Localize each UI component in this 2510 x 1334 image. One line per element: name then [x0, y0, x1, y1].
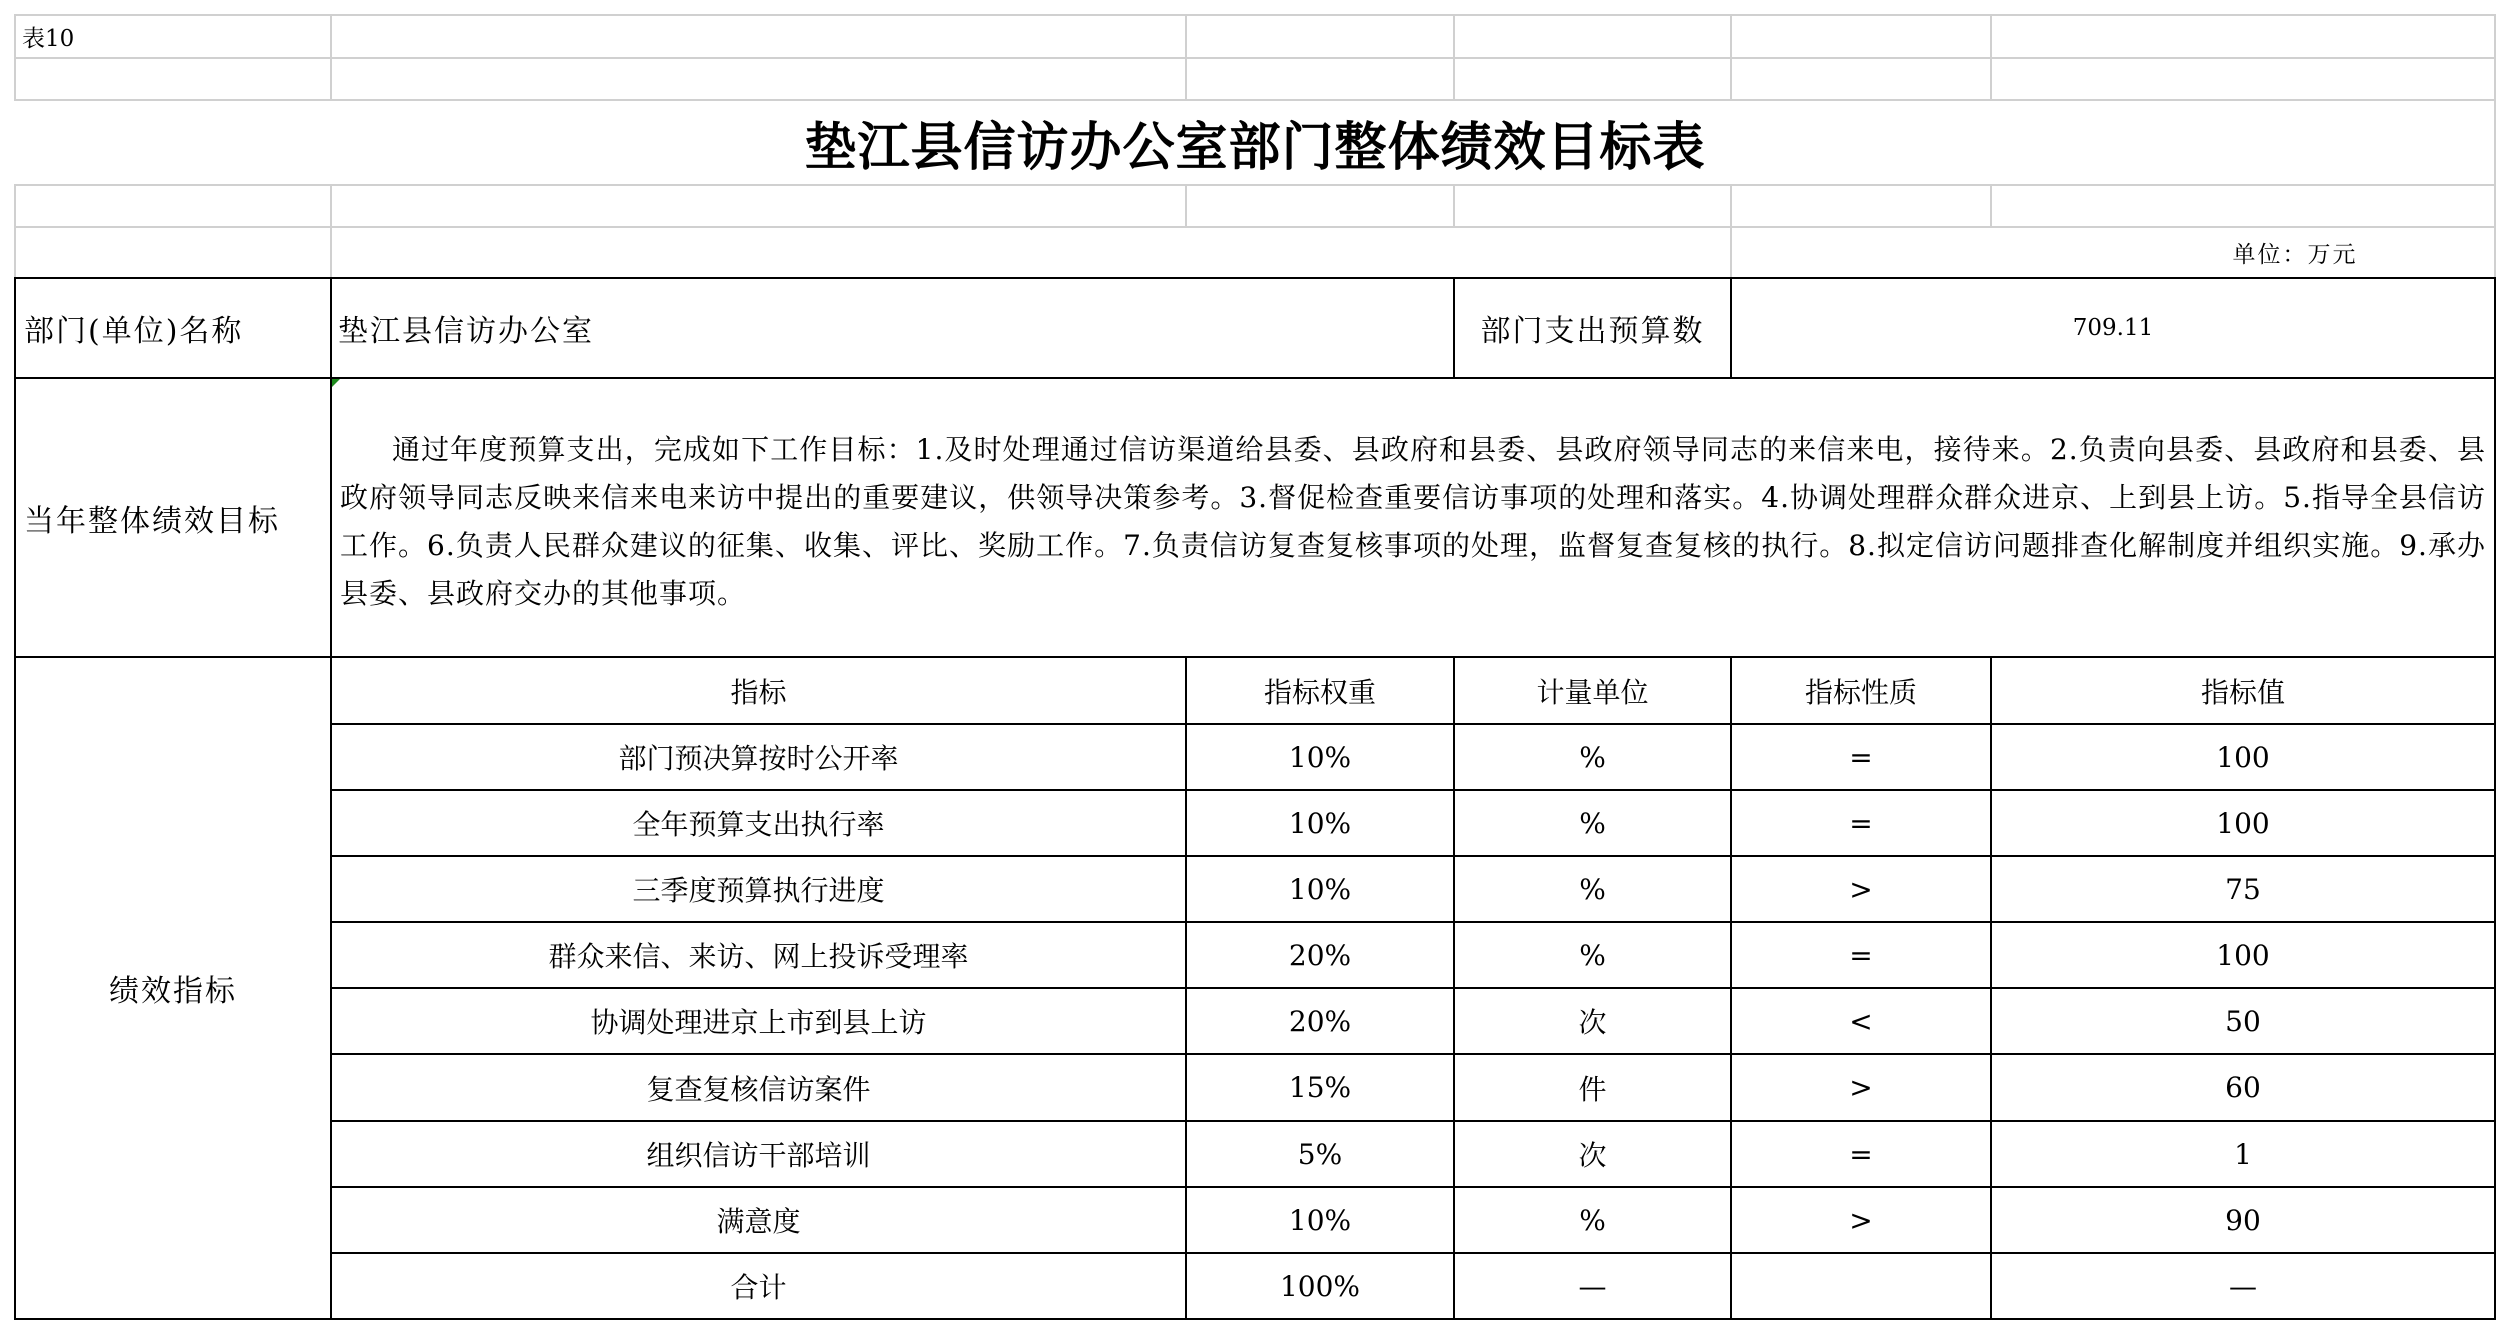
grid-line — [1453, 184, 1455, 226]
indicator-nature: > — [1849, 1203, 1873, 1237]
total-label: 合计 — [730, 1271, 787, 1304]
grid-line — [14, 14, 2496, 16]
header-indicator: 指标 — [730, 675, 787, 709]
indicator-unit: % — [1579, 1203, 1606, 1237]
indicator-name: 组织信访干部培训 — [646, 1139, 871, 1172]
grid-line — [1990, 14, 1992, 100]
indicator-name: 全年预算支出执行率 — [632, 808, 885, 841]
indicator-nature: = — [1849, 740, 1873, 774]
indicator-unit: % — [1579, 938, 1606, 972]
indicator-name: 满意度 — [716, 1205, 801, 1238]
indicator-value: 100 — [2216, 740, 2270, 774]
grid-line — [14, 57, 2496, 59]
indicators-section-label: 绩效指标 — [109, 974, 237, 1009]
indicator-unit: % — [1579, 806, 1606, 840]
indicator-value: 60 — [2225, 1071, 2261, 1104]
indicator-unit: % — [1579, 740, 1606, 774]
indicator-nature: > — [1849, 1071, 1873, 1104]
table-number: 表10 — [22, 25, 75, 52]
indicator-value: 100 — [2216, 806, 2270, 840]
indicator-nature: = — [1849, 806, 1873, 840]
unit-note: 单位：万元 — [2232, 241, 2358, 268]
indicator-name: 群众来信、来访、网上投诉受理率 — [548, 940, 969, 973]
header-weight: 指标权重 — [1263, 675, 1376, 709]
goal-text: 通过年度预算支出，完成如下工作目标：1.及时处理通过信访渠道给县委、县政府和县委、县政府领导同志的来信来电，接待来。2.负责向县委、县政府和县委、县政府领导同志反映来信来电来访中提出的重要建议，供领导决策参考。3.督促检查重要信访事项的处理和落实。4.协调处理群众群众进京、上到县上访。5.指导全县信访工作。6.负责人民群众建议的征集、收集、评比、奖励工作。7.负责信访复查复核事项的处理，监督复查复核的执行。8.拟定信访问题排查化解制度并组织实施。9.承办县委、县政府交办的其他事项。 — [340, 433, 2486, 610]
budget-label: 部门支出预算数 — [1480, 314, 1705, 349]
dept-name-value: 垫江县信访办公室 — [338, 314, 594, 349]
dept-name-label: 部门(单位)名称 — [24, 314, 244, 349]
indicator-weight: 10% — [1288, 872, 1352, 906]
grid-line — [2494, 14, 2496, 278]
indicator-unit: 次 — [1578, 1139, 1607, 1172]
indicator-unit: 次 — [1578, 1006, 1607, 1039]
indicator-value: 50 — [2225, 1004, 2261, 1038]
table-border — [14, 377, 2496, 379]
indicator-weight: 10% — [1288, 806, 1352, 840]
indicator-value: 75 — [2225, 872, 2261, 906]
indicator-nature: = — [1849, 938, 1873, 972]
indicator-weight: 15% — [1288, 1071, 1352, 1104]
indicator-weight: 20% — [1288, 1004, 1352, 1038]
indicator-weight: 5% — [1297, 1137, 1343, 1171]
budget-value: 709.11 — [2072, 315, 2154, 341]
grid-line — [1185, 14, 1187, 100]
cell-comment-marker — [332, 379, 340, 387]
header-value: 指标值 — [2200, 675, 2285, 709]
indicator-name: 复查复核信访案件 — [646, 1072, 871, 1106]
grid-line — [1730, 184, 1732, 278]
indicator-nature: = — [1849, 1137, 1873, 1171]
indicator-nature: > — [1849, 872, 1873, 906]
indicator-name: 三季度预算执行进度 — [632, 874, 885, 907]
indicator-weight: 10% — [1288, 1203, 1352, 1237]
page-title: 垫江县信访办公室部门整体绩效目标表 — [804, 116, 1706, 178]
total-value: — — [2229, 1269, 2257, 1303]
total-unit: — — [1578, 1269, 1607, 1303]
indicator-nature: < — [1849, 1004, 1873, 1038]
table-border — [2494, 277, 2496, 1320]
grid-line — [1185, 184, 1187, 226]
grid-line — [1453, 14, 1455, 100]
indicator-name: 协调处理进京上市到县上访 — [590, 1006, 927, 1039]
indicator-name: 部门预决算按时公开率 — [618, 742, 899, 775]
indicator-unit: % — [1579, 872, 1606, 906]
grid-line — [14, 184, 2496, 186]
indicator-weight: 20% — [1288, 938, 1352, 972]
grid-line — [1730, 14, 1732, 100]
indicator-value: 100 — [2216, 938, 2270, 972]
goal-label: 当年整体绩效目标 — [24, 503, 280, 539]
grid-line — [14, 226, 2496, 228]
grid-line — [14, 14, 16, 100]
total-weight: 100% — [1279, 1269, 1361, 1303]
header-unit: 计量单位 — [1536, 675, 1649, 709]
grid-line — [1990, 184, 1992, 226]
table-border — [14, 1318, 2496, 1320]
indicator-unit: 件 — [1578, 1072, 1607, 1106]
header-nature: 指标性质 — [1804, 675, 1917, 709]
indicator-value: 1 — [2234, 1137, 2252, 1171]
indicator-weight: 10% — [1288, 740, 1352, 774]
indicator-value: 90 — [2225, 1203, 2261, 1237]
grid-line — [14, 184, 16, 278]
grid-line — [330, 14, 332, 100]
total-nature — [1732, 1254, 1990, 1318]
grid-line — [330, 184, 332, 278]
